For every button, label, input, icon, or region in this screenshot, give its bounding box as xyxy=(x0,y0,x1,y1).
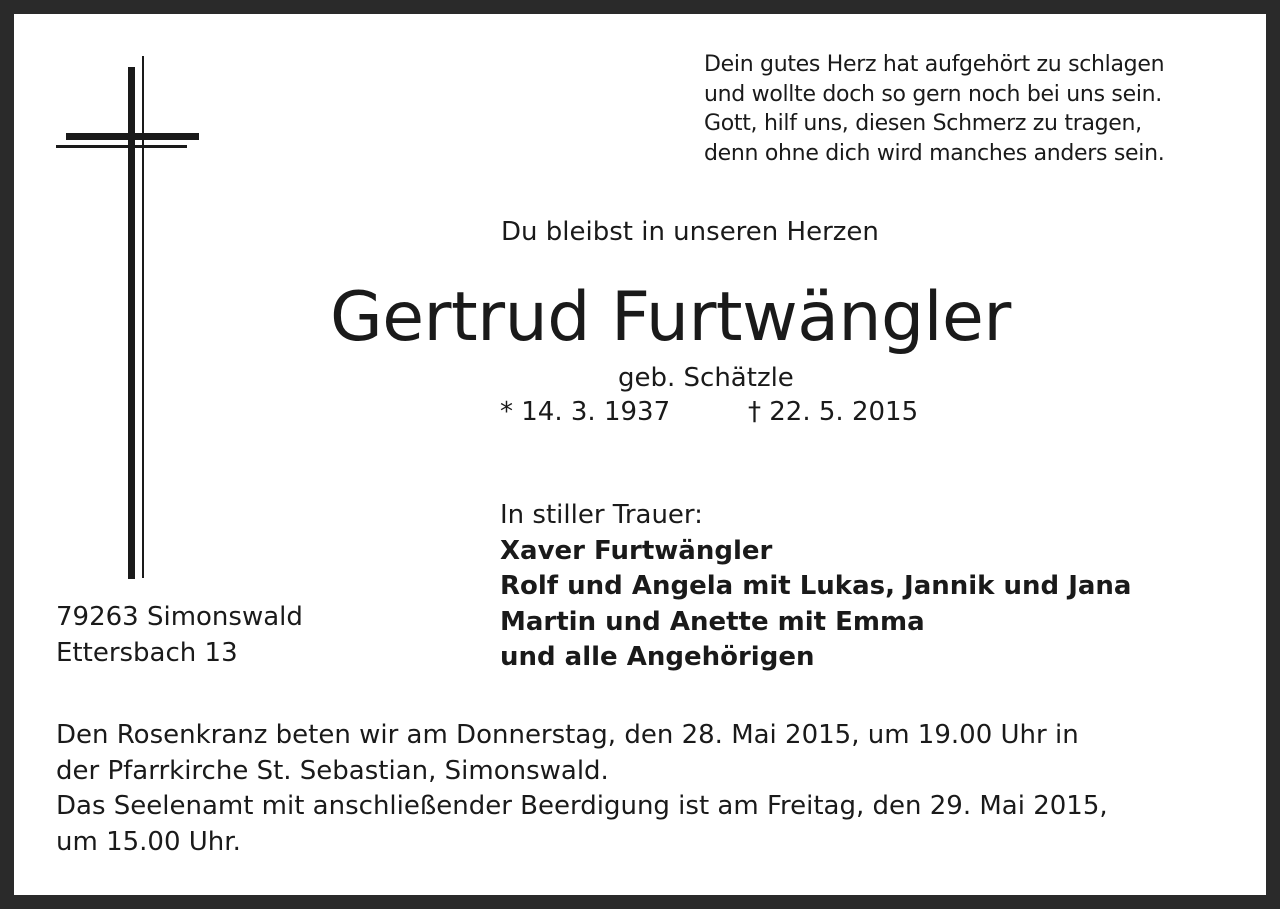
mourners-list xyxy=(500,498,1131,676)
mourner-name: Xaver Furtwängler xyxy=(500,535,773,566)
motto: Du bleibst in unseren Herzen xyxy=(501,217,879,247)
address-line: 79263 Simonswald xyxy=(56,602,303,632)
obituary-notice xyxy=(14,14,1266,895)
service-line: um 15.00 Uhr. xyxy=(56,826,241,857)
mourner-name: Rolf und Angela mit Lukas, Jannik und Jana xyxy=(500,571,1132,601)
address-line: Ettersbach 13 xyxy=(56,637,238,668)
poem-line: Dein gutes Herz hat aufgehört zu schlagen xyxy=(704,52,1165,77)
service-line: Das Seelenamt mit anschließender Beerdigung ist am Freitag, den 29. Mai 2015, xyxy=(56,791,1108,821)
maiden-name: geb. Schätzle xyxy=(618,363,794,393)
life-dates xyxy=(500,394,919,430)
poem-line: Gott, hilf uns, diesen Schmerz zu tragen, xyxy=(704,111,1142,136)
service-details xyxy=(56,718,1108,860)
memorial-poem xyxy=(704,50,1244,168)
mourner-name: und alle Angehörigen xyxy=(500,642,815,672)
poem-line: und wollte doch so gern noch bei uns sein. xyxy=(704,81,1162,107)
mourner-name: Martin und Anette mit Emma xyxy=(500,606,925,637)
poem-line: denn ohne dich wird manches anders sein. xyxy=(704,140,1165,166)
service-line: der Pfarrkirche St. Sebastian, Simonswald. xyxy=(56,755,609,786)
mourners-intro: In stiller Trauer: xyxy=(500,500,703,530)
death-date: † 22. 5. 2015 xyxy=(748,397,919,427)
birth-date: * 14. 3. 1937 xyxy=(500,397,671,427)
family-address xyxy=(56,600,303,671)
service-line: Den Rosenkranz beten wir am Donnerstag, den 28. Mai 2015, um 19.00 Uhr in xyxy=(56,720,1079,750)
deceased-name: Gertrud Furtwängler xyxy=(330,278,1011,357)
